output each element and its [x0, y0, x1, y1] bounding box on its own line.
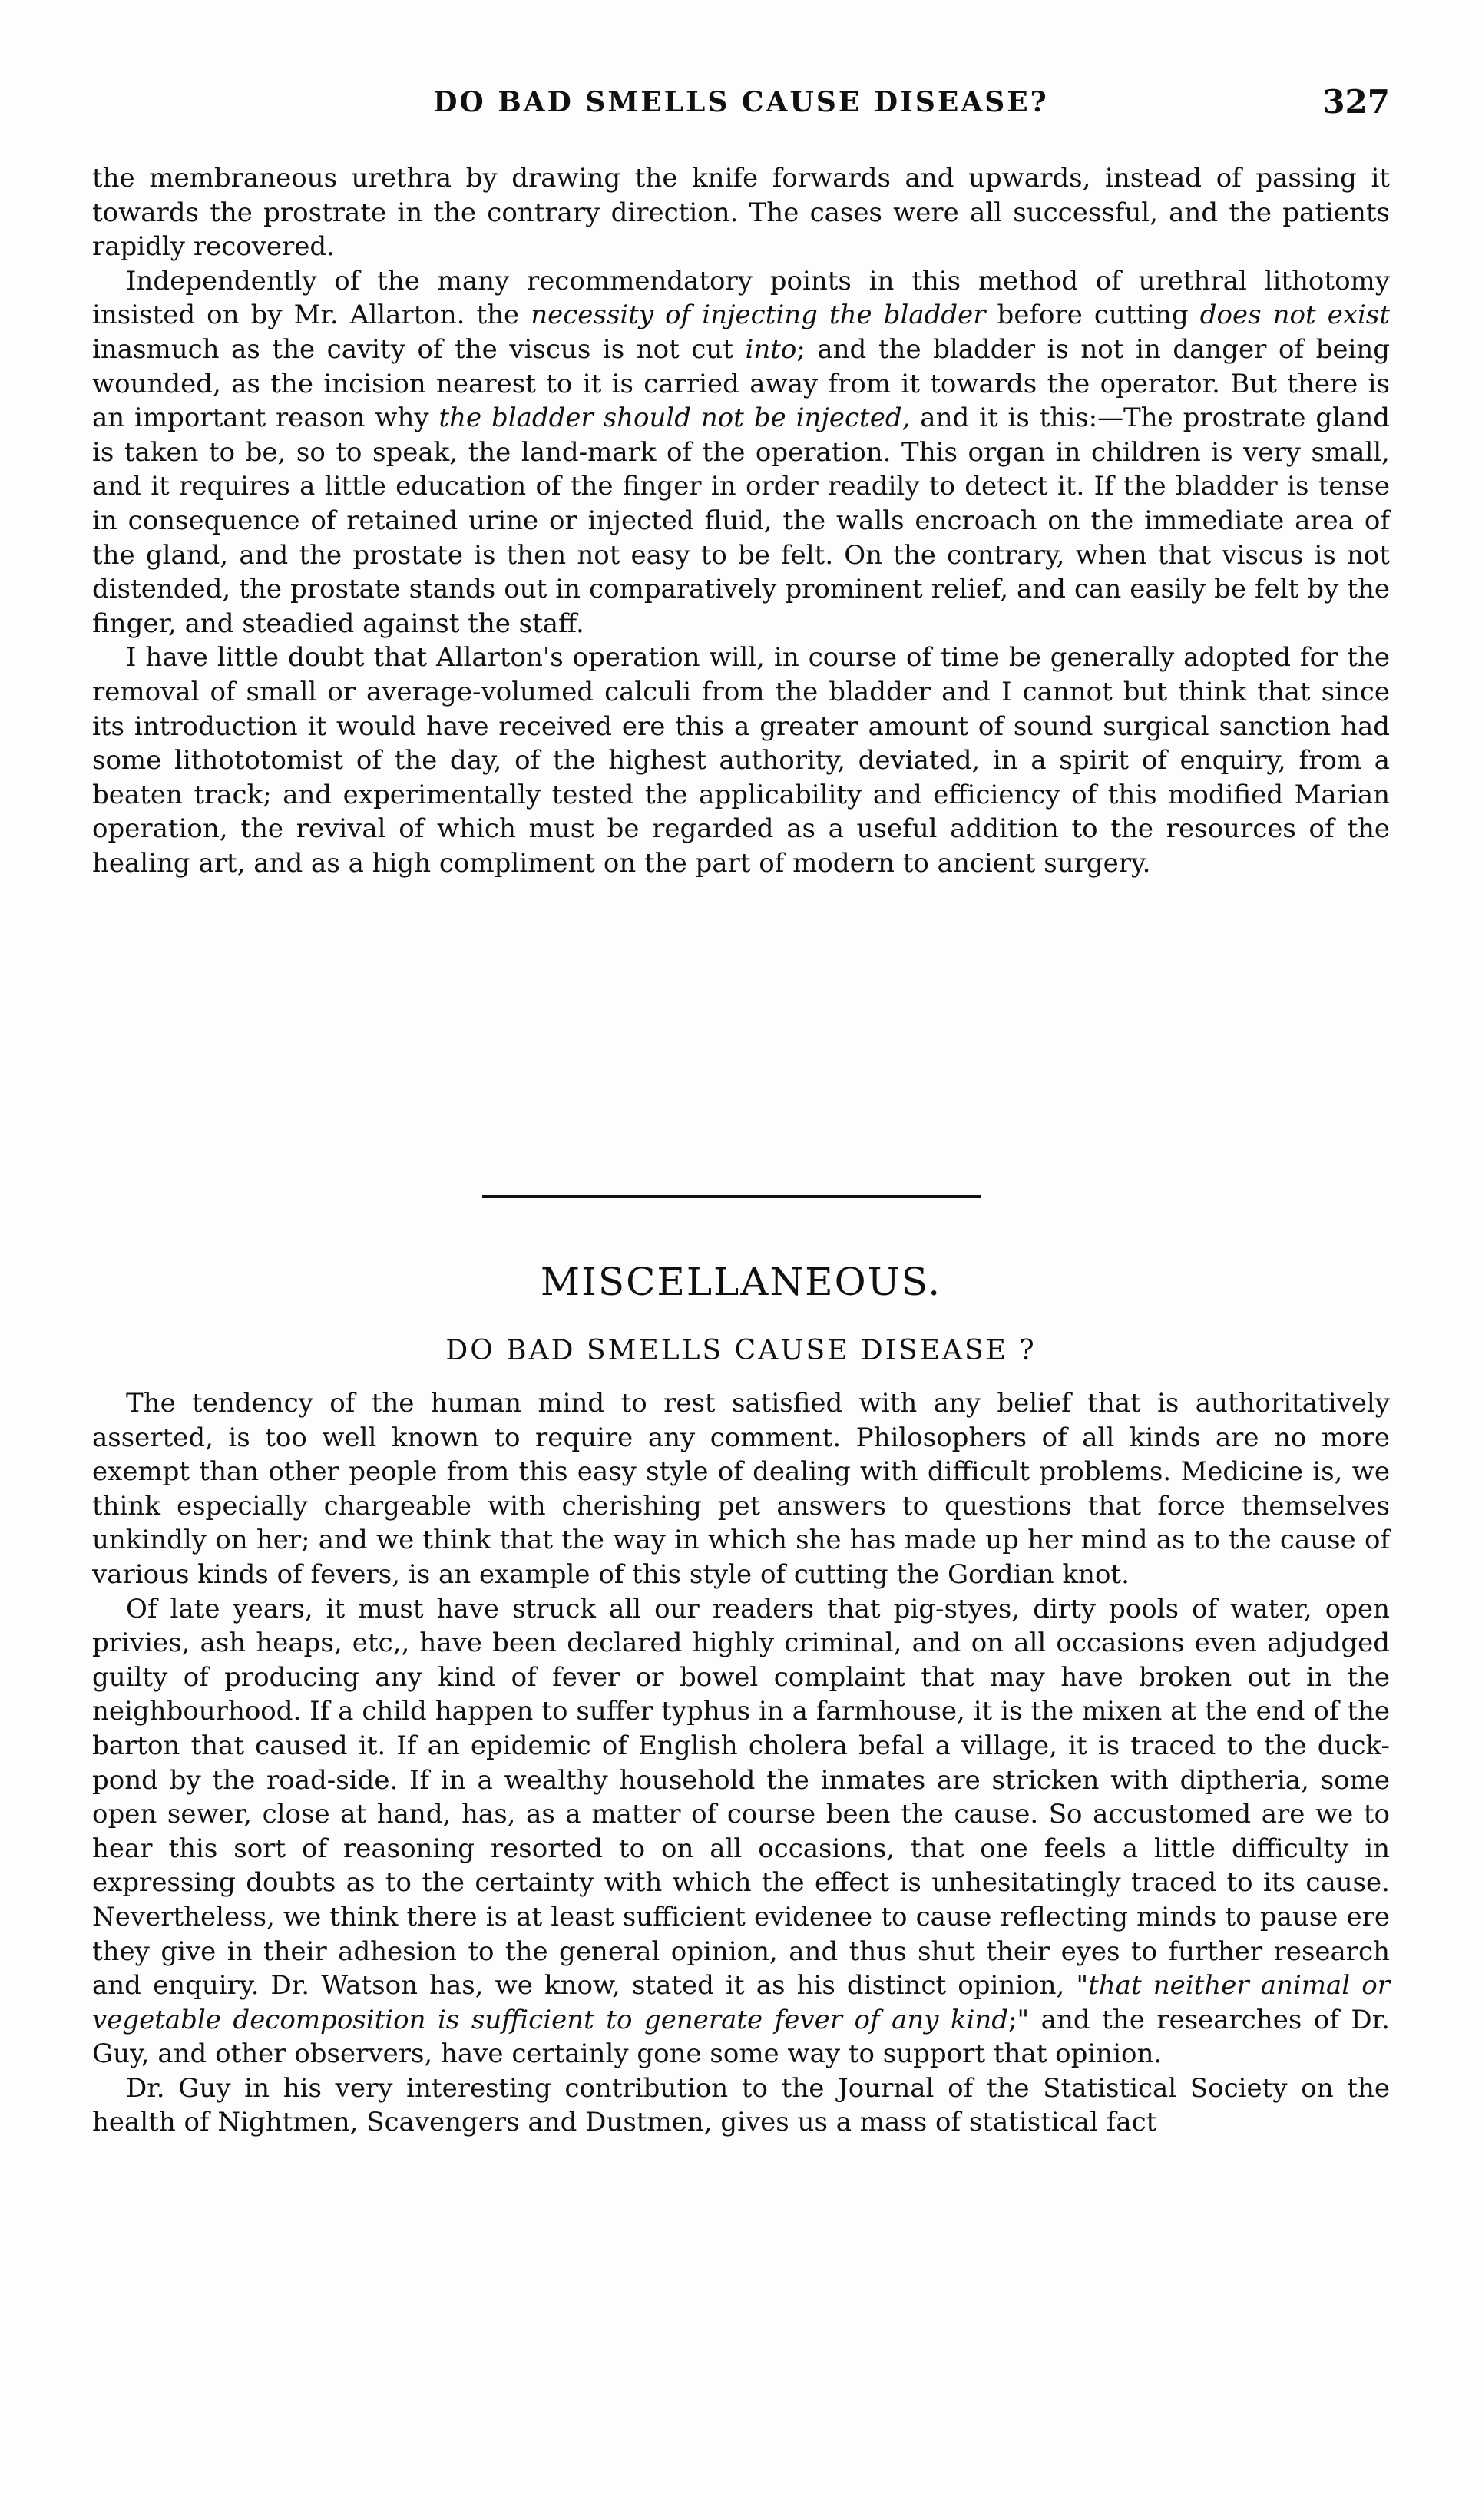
paragraph: the membraneous urethra by drawing the knife forwards and upwards, instead of passing it towards the prostrate in the contrary direction. The cases were all successful, and the patients rapidly recovered.: [92, 163, 1390, 263]
paragraph: [92, 1592, 1390, 2071]
section-title: MISCELLANEOUS.: [540, 1260, 942, 1304]
paragraph: Dr. Guy in his very interesting contribution to the Journal of the Statistical Society on the health of Nightmen, Scavengers and Dustmen, gives us a mass of statistical fact: [92, 2072, 1390, 2138]
text-run: Of late years, it must have struck all our readers that pig-styes, dirty pools of water, open privies, ash heaps, etc,, have been declared highly criminal, and on all occasions even adjudged guilty of producing any kind of fever or bowel complaint that may have broken out in the neighbourhood. If a child happen to suffer typhus in a farmhouse, it is the mixen at the end of the barton that caused it. If an epidemic of English cholera befal a village, it is traced to the duck-pond by the road-side. If in a wealthy household the inmates are stricken with diptheria, some open sewer, close at hand, has, as a matter of course been the cause. So accustomed are we to hear this sort of reasoning resorted to on all occasions, that one feels a little difficulty in expressing doubts as to the certainty with which the effect is unhesitatingly traced to its cause. Nevertheless, we think there is at least sufficient evidenee to cause reflecting minds to pause ere they give in their adhesion to the general opinion, and thus shut their eyes to further research and enquiry. Dr. Watson has, we know, stated it as his distinct opinion, ": [92, 1593, 1390, 2002]
italic-run: into: [745, 333, 797, 365]
running-title: DO BAD SMELLS CAUSE DISEASE?: [433, 86, 1049, 118]
text-run: Independently of the many recommendatory points in this method of urethral lithotomy insisted on by Mr. Allarton. the: [92, 265, 1390, 331]
italic-run: that neither animal or vegetable decomposition is sufficient to generate fever of any kind: [92, 1970, 1390, 2035]
italic-run: necessity of injecting the bladder: [531, 300, 986, 331]
paragraph: [92, 264, 1390, 641]
article-text: [92, 1386, 1390, 2140]
text-run: and it is this:—The prostrate gland is taken to be, so to speak, the land-mark of the operation. This organ in children is very small, and it requires a little education of the finger in order readily to detect it. If the bladder is tense in consequence of retained urine or injected fluid, the walls encroach on the immediate area of the gland, and the prostate is then not easy to be felt. On the contrary, when that viscus is not distended, the prostate stands out in comparatively prominent relief, and can easily be felt by the finger, and steadied against the staff.: [92, 402, 1390, 639]
text-run: before cutting: [985, 300, 1200, 331]
running-head: [84, 83, 1398, 132]
previous-article-text: [92, 161, 1390, 880]
italic-run: does not exist: [1199, 300, 1391, 331]
text-run: ;" and the researches of Dr. Guy, and other observers, have certainly gone some way to support that opinion.: [92, 2004, 1390, 2070]
paragraph: The tendency of the human mind to rest satisfied with any belief that is authoritatively asserted, is too well known to require any comment. Philosophers of all kinds are no more exempt than other people from this easy style of dealing with difficult problems. Medicine is, we think especially chargeable with cherishing pet answers to questions that force themselves unkindly on her; and we think that the way in which she has made up her mind as to the cause of various kinds of fevers, is an example of this style of cutting the Gordian knot.: [92, 1388, 1390, 1590]
text-run: inasmuch as the cavity of the viscus is not cut: [92, 333, 746, 365]
section-divider: [482, 1195, 981, 1198]
page-number: 327: [1322, 83, 1390, 121]
article-title: DO BAD SMELLS CAUSE DISEASE ?: [445, 1335, 1037, 1366]
italic-run: the bladder should not be injected,: [438, 402, 911, 434]
text-run: ; and the bladder is not in danger of being wounded, as the incision nearest to it is carried away from it towards the operator. But there is an important reason why: [92, 333, 1390, 434]
paragraph: I have little doubt that Allarton's operation will, in course of time be generally adopted for the removal of small or average-volumed calculi from the bladder and I cannot but think that since its introduction it would have received ere this a greater amount of sound surgical sanction had some lithototomist of the day, of the highest authority, deviated, in a spirit of enquiry, from a beaten track; and experimentally tested the applicability and efficiency of this modified Marian operation, the revival of which must be regarded as a useful addition to the resources of the healing art, and as a high compliment on the part of modern to ancient surgery.: [92, 642, 1390, 879]
